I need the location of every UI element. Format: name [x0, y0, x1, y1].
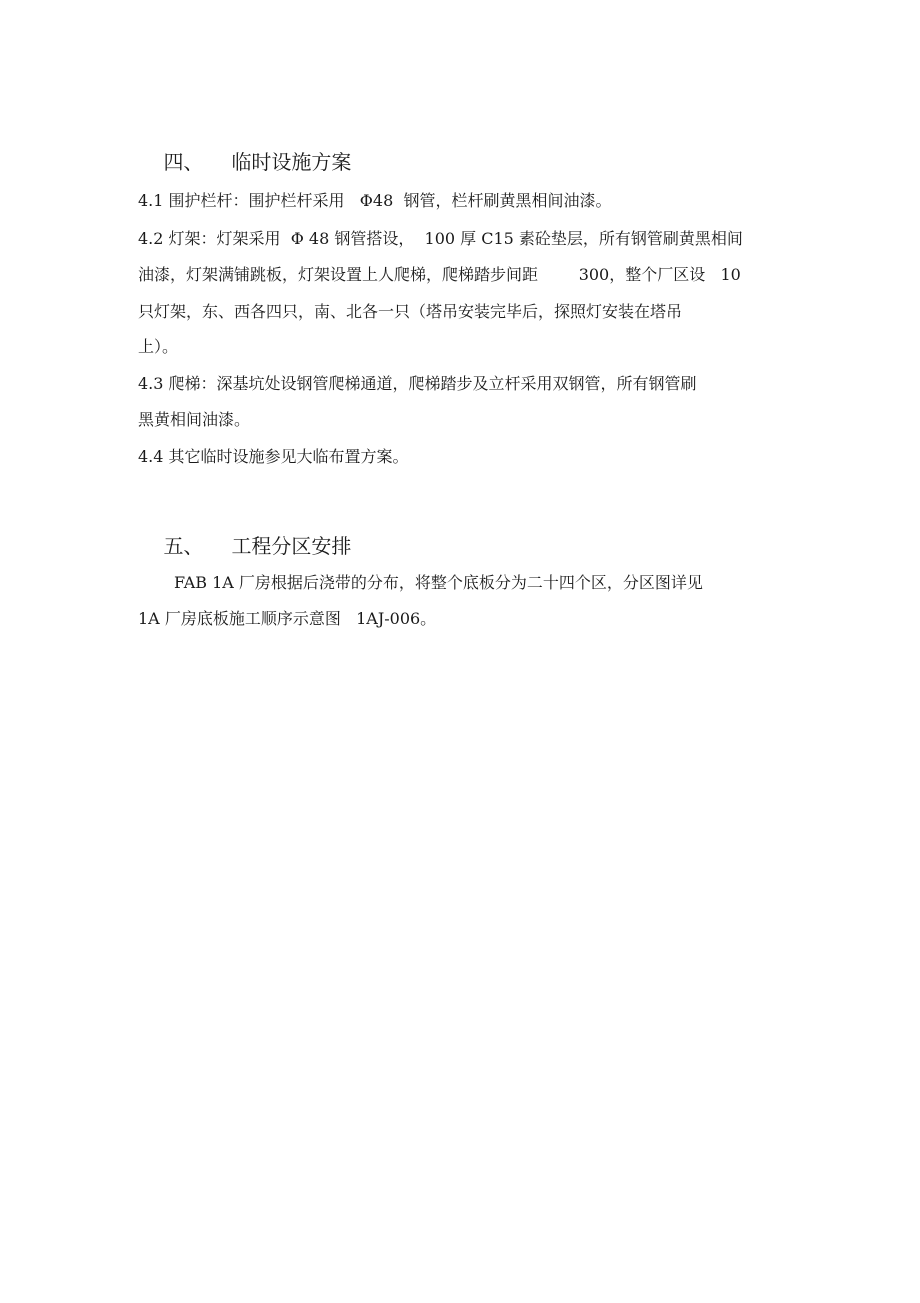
- section-4-line-1: 4.1 围护栏杆：围护栏杆采用 Φ48 钢管，栏杆刷黄黑相间油漆。: [138, 191, 612, 210]
- section-4-line-4: 只灯架，东、西各四只，南、北各一只（塔吊安装完毕后，探照灯安装在塔吊: [138, 302, 683, 321]
- section-5-number: 五、: [163, 534, 204, 558]
- section-5-title: 工程分区安排: [231, 534, 352, 558]
- section-5-line-2: 1A 厂房底板施工顺序示意图 1AJ-006。: [138, 609, 437, 628]
- section-5-heading: [138, 510, 351, 582]
- section-4-line-8: 4.4 其它临时设施参见大临布置方案。: [138, 447, 409, 466]
- section-4-title: 临时设施方案: [231, 150, 352, 174]
- section-4-line-7: 黑黄相间油漆。: [138, 410, 251, 429]
- section-4-line-3: 油漆，灯架满铺跳板，灯架设置上人爬梯，爬梯踏步间距 300，整个厂区设 10: [138, 265, 741, 284]
- section-5-line-1: FAB 1A 厂房根据后浇带的分布，将整个底板分为二十四个区，分区图详见: [174, 573, 703, 592]
- section-4-line-6: 4.3 爬梯：深基坑处设钢管爬梯通道，爬梯踏步及立杆采用双钢管，所有钢管刷: [138, 374, 697, 393]
- section-4-line-2: 4.2 灯架：灯架采用 Φ 48 钢管搭设， 100 厚 C15 素砼垫层，所有钢管刷黄黑相间: [138, 229, 743, 248]
- section-4-line-5: 上）。: [138, 337, 179, 356]
- section-4-number: 四、: [163, 150, 204, 174]
- section-4-heading: [138, 126, 351, 198]
